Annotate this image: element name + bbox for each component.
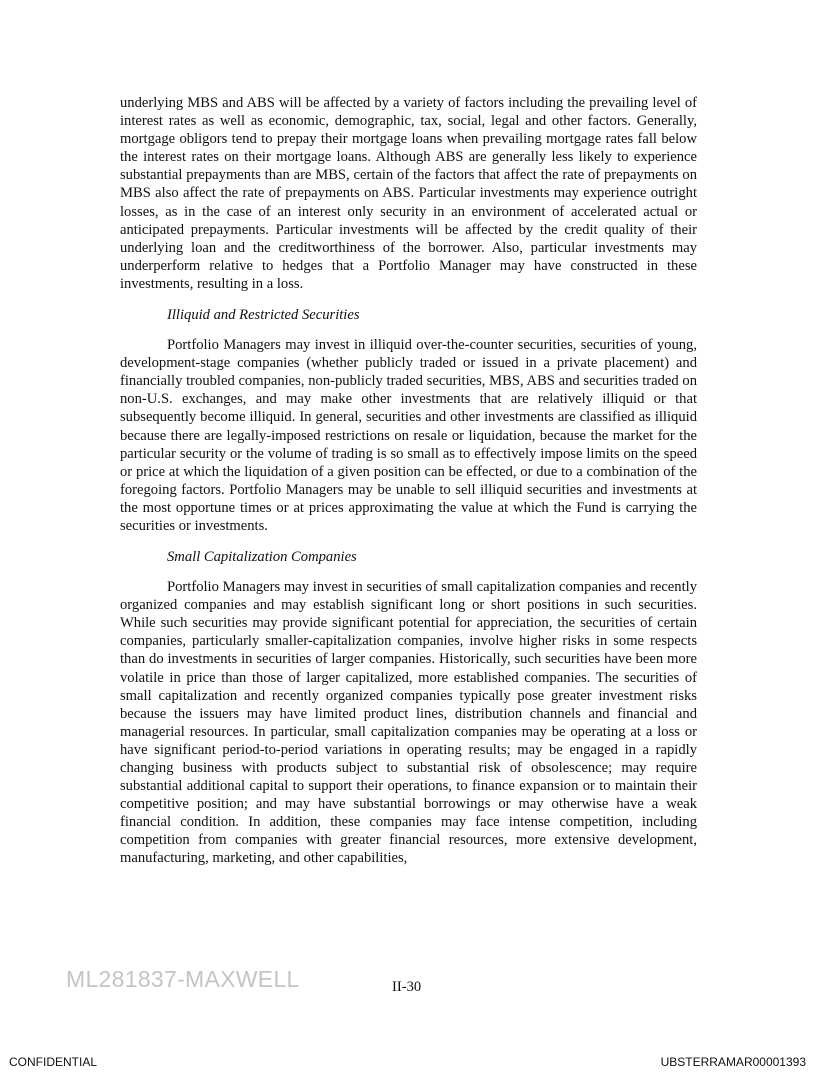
heading-small-capitalization-companies: Small Capitalization Companies [167,549,357,566]
page-number: II-30 [392,979,422,995]
confidential-label: CONFIDENTIAL [9,1055,98,1069]
document-body [120,94,697,868]
paragraph-small-capitalization: Portfolio Managers may invest in securities of small capitalization companies and recently organized companies and may establish significant long or short positions in such securities. While such securities may provide significant potential for appreciation, the securities of certain companies, particularly smaller-capitalization companies, involve higher risks in some respects than do investments in securities of larger companies. Historically, such securities have been more volatile in price than those of larger capitalized, more established companies. The securities of small capitalization and recently organized companies typically pose greater investment risks because the issuers may have limited product lines, distribution channels and financial and managerial resources. In particular, small capitalization companies may be operating at a loss or have significant period-to-period variations in operating results; may be engaged in a rapidly changing business with products subject to substantial risk of obsolescence; may require substantial additional capital to support their operations, to finance expansion or to maintain their competitive position; and may have substantial borrowings or may otherwise have a weak financial condition. In addition, these companies may face intense competition, including competition from companies with greater financial resources, more extensive development, manufacturing, marketing, and other capabilities, [120,579,697,867]
paragraph-mbs-abs-prepayment: underlying MBS and ABS will be affected by a variety of factors including the prevailing level of interest rates as well as economic, demographic, tax, social, legal and other factors. Generally, mortgage obligors tend to prepay their mortgage loans when prevailing mortgage rates fall below the interest rates on their mortgage loans. Although ABS are generally less likely to experience substantial prepayments than are MBS, certain of the factors that affect the rate of prepayments on MBS also affect the rate of prepayments on ABS. Particular investments may experience outright losses, as in the case of an interest only security in an environment of accelerated actual or anticipated prepayments. Particular investments will be affected by the credit quality of their underlying loan and the creditworthiness of the borrower. Also, particular investments may underperform relative to hedges that a Portfolio Manager may have constructed in these investments, resulting in a loss. [120,95,697,292]
paragraph-illiquid-securities: Portfolio Managers may invest in illiquid over-the-counter securities, securities of young, development-stage companies (whether publicly traded or issued in a private placement) and financially troubled companies, non-publicly traded securities, MBS, ABS and securities traded on non-U.S. exchanges, and may make other investments that are relatively illiquid or that subsequently become illiquid. In general, securities and other investments are classified as illiquid because there are legally-imposed restrictions on resale or liquidation, because the market for the particular security or the volume of trading is so small as to effectively impose limits on the speed or price at which the liquidation of a given position can be effected, or due to a combination of the foregoing factors. Portfolio Managers may be unable to sell illiquid securities and investments at the most opportune times or at prices approximating the value at which the Fund is carrying the securities or investments. [120,337,697,534]
bates-number: UBSTERRAMAR00001393 [660,1055,806,1069]
document-id-watermark: ML281837-MAXWELL [66,966,300,992]
heading-illiquid-restricted-securities: Illiquid and Restricted Securities [167,307,360,324]
